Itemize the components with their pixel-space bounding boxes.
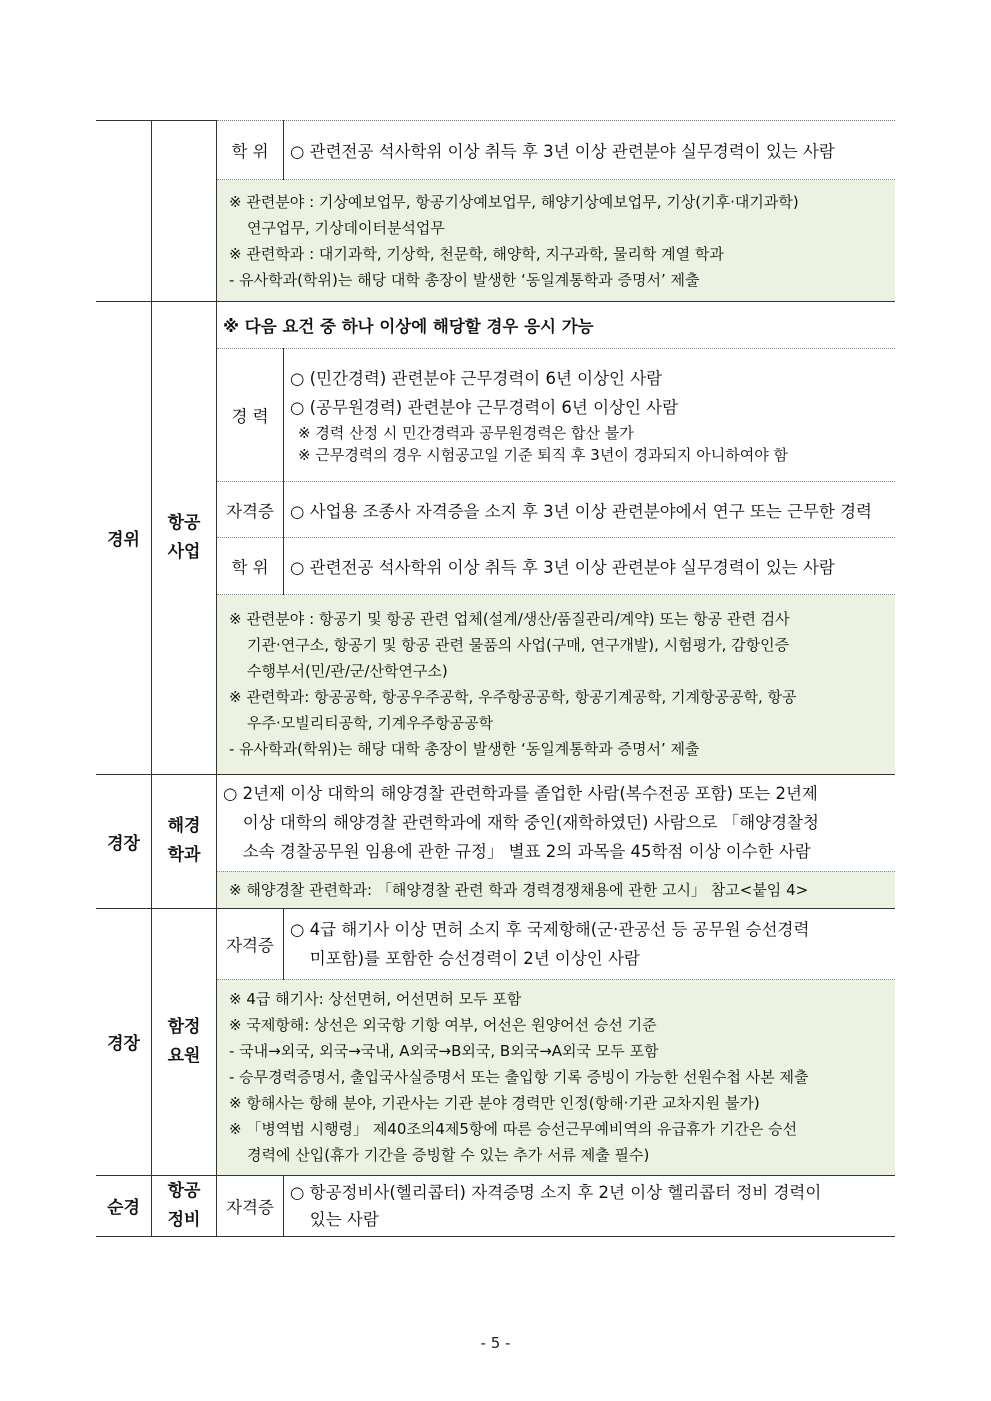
- license-label: 자격증: [217, 1175, 284, 1236]
- license-label: 자격증: [217, 482, 284, 538]
- recruitment-requirements-table: [96, 120, 895, 1237]
- requirement-line: 소속 경찰공무원 임용에 관한 규정」 별표 2의 과목을 45학점 이상 이수한 사람: [242, 842, 811, 861]
- requirement-line: 미포함)를 포함한 승선경력이 2년 이상인 사람: [309, 948, 640, 968]
- note-line: ※ 관련분야 : 항공기 및 항공 관련 업체(설계/생산/품질관리/계약) 또는 항공 관련 검사: [229, 610, 790, 629]
- requirement-line: 이상 대학의 해양경찰 관련학과에 재학 중인(재학하였던) 사람으로 「해양경찰청: [242, 813, 819, 832]
- requirement-line: ○ 4급 해기사 이상 면허 소지 후 국제항해(군·관공선 등 공무원 승선경력: [290, 919, 810, 939]
- rank-cell: 경장: [96, 774, 152, 908]
- note-line: ※ 4급 해기사: 상선면허, 어선면허 모두 포함: [229, 990, 522, 1008]
- field-line: 함정: [167, 1016, 201, 1037]
- note-line: ※ 항해사는 항해 분야, 기관사는 기관 분야 경력만 인정(항해·기관 교차지원 불가): [229, 1094, 760, 1112]
- field-line: 해경: [167, 816, 201, 836]
- field-cell: [152, 1175, 217, 1236]
- page-number: - 5 -: [480, 1334, 511, 1352]
- license-label: 자격증: [217, 908, 284, 979]
- license-requirement: [284, 908, 896, 979]
- field-line: 항공: [167, 512, 201, 533]
- maritime-requirement: [217, 774, 896, 871]
- note-line: ※ 관련분야 : 기상예보업무, 항공기상예보업무, 해양기상예보업무, 기상(기후·대기과학): [229, 192, 799, 211]
- field-cell: [152, 908, 217, 1175]
- career-item: ○ (민간경력) 관련분야 근무경력이 6년 이상인 사람: [290, 369, 663, 388]
- eligibility-condition: ※ 다음 요건 중 하나 이상에 해당할 경우 응시 가능: [217, 302, 896, 349]
- requirement-line: ○ 2년제 이상 대학의 해양경찰 관련학과를 졸업한 사람(복수전공 포함) 또는 2년제: [223, 784, 818, 803]
- license-requirement: ○ 사업용 조종사 자격증을 소지 후 3년 이상 관련분야에서 연구 또는 근무한 경력: [284, 482, 896, 538]
- note-line: - 유사학과(학위)는 해당 대학 총장이 발생한 ‘동일계통학과 증명서’ 제출: [229, 740, 700, 759]
- license-requirement: [284, 1175, 896, 1236]
- aviation-notes: [217, 595, 896, 774]
- field-cell: [152, 774, 217, 908]
- ship-crew-notes: [217, 979, 896, 1175]
- field-line: 항공: [167, 1180, 201, 1201]
- note-line: - 유사학과(학위)는 해당 대학 총장이 발생한 ‘동일계통학과 증명서’ 제출: [229, 270, 700, 289]
- field-line: 정비: [167, 1209, 201, 1230]
- field-line: 요원: [167, 1045, 201, 1066]
- field-cell-empty: [152, 121, 217, 302]
- career-note: ※ 경력 산정 시 민간경력과 공무원경력은 합산 불가: [298, 424, 634, 442]
- career-requirement: [284, 349, 896, 482]
- field-line: 학과: [167, 845, 201, 865]
- requirement-line: 있는 사람: [309, 1209, 379, 1229]
- note-line: ※ 관련학과 : 대기과학, 기상학, 천문학, 해양학, 지구과학, 물리학 계열 학과: [229, 244, 724, 263]
- note-line: - 국내→외국, 외국→국내, A외국→B외국, B외국→A외국 모두 포함: [229, 1042, 659, 1060]
- related-field-notes: [217, 180, 896, 302]
- career-label: 경 력: [217, 349, 284, 482]
- note-line: 연구업무, 기상데이터분석업무: [247, 218, 445, 237]
- career-item: ○ (공무원경력) 관련분야 근무경력이 6년 이상인 사람: [290, 398, 679, 417]
- degree-requirement: ○ 관련전공 석사학위 이상 취득 후 3년 이상 관련분야 실무경력이 있는 사람: [284, 121, 896, 180]
- rank-cell: 경위: [96, 302, 152, 775]
- degree-label: 학 위: [217, 121, 284, 180]
- note-line: 우주·모빌리티공학, 기계우주항공공학: [247, 714, 494, 733]
- note-line: 경력에 산입(휴가 기간을 증빙할 수 있는 추가 서류 제출 필수): [247, 1146, 650, 1164]
- note-line: ※ 「병역법 시행령」 제40조의4제5항에 따른 승선근무예비역의 유급휴가 기간은 승선: [229, 1120, 798, 1138]
- career-note: ※ 근무경력의 경우 시험공고일 기준 퇴직 후 3년이 경과되지 아니하여야 함: [298, 446, 789, 464]
- maritime-note: ※ 해양경찰 관련학과: 「해양경찰 관련 학과 경력경쟁채용에 관한 고시」 참고<붙임 4>: [217, 871, 896, 908]
- field-line: 사업: [167, 541, 201, 562]
- note-line: 기관·연구소, 항공기 및 항공 관련 물품의 사업(구매, 연구개발), 시험평가, 감항인증: [247, 636, 790, 655]
- note-line: 수행부서(민/관/군/산학연구소): [247, 662, 448, 681]
- field-cell: [152, 302, 217, 775]
- degree-requirement: ○ 관련전공 석사학위 이상 취득 후 3년 이상 관련분야 실무경력이 있는 사람: [284, 538, 896, 595]
- rank-cell-empty: [96, 121, 152, 302]
- note-line: ※ 국제항해: 상선은 외국항 기항 여부, 어선은 원양어선 승선 기준: [229, 1016, 657, 1034]
- rank-cell: 경장: [96, 908, 152, 1175]
- degree-label: 학 위: [217, 538, 284, 595]
- rank-cell: 순경: [96, 1175, 152, 1236]
- note-line: ※ 관련학과: 항공공학, 항공우주공학, 우주항공공학, 항공기계공학, 기계항공공학, 항공: [229, 688, 797, 707]
- note-line: - 승무경력증명서, 출입국사실증명서 또는 출입항 기록 증빙이 가능한 선원수첩 사본 제출: [229, 1068, 809, 1086]
- requirement-line: ○ 항공정비사(헬리콥터) 자격증명 소지 후 2년 이상 헬리콥터 정비 경력이: [290, 1182, 822, 1202]
